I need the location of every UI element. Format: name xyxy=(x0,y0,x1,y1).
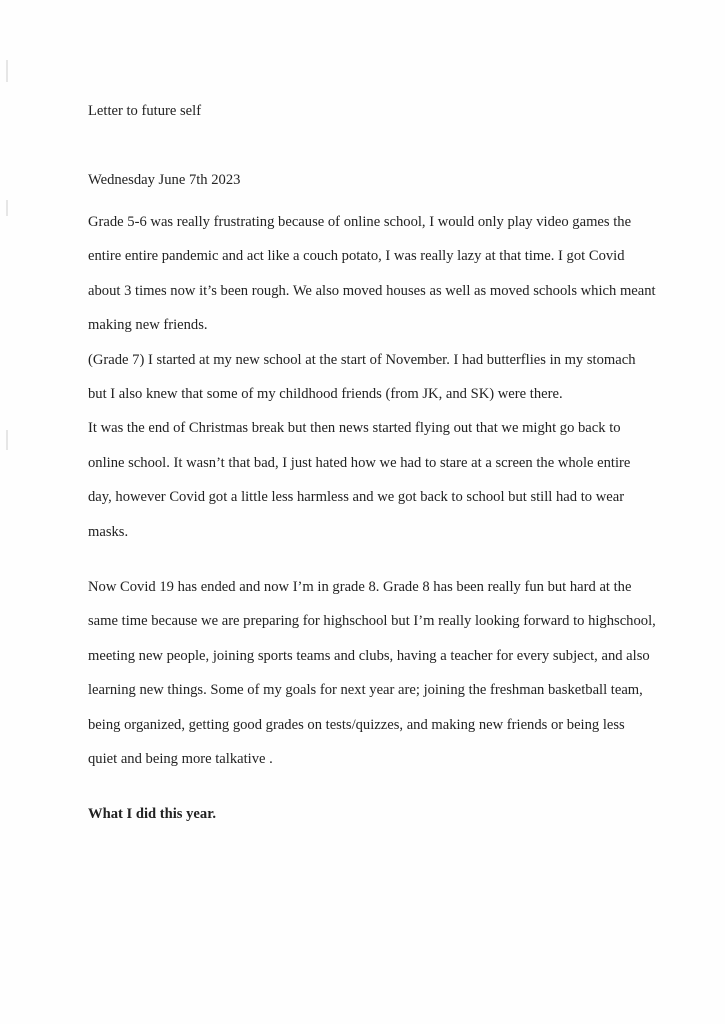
paragraph-line: making new friends. xyxy=(88,317,208,334)
paragraph-line: being organized, getting good grades on tests/quizzes, and making new friends or being less xyxy=(88,716,625,733)
paragraph-line: It was the end of Christmas break but then news started flying out that we might go back to xyxy=(88,420,621,437)
paragraph-line: meeting new people, joining sports teams and clubs, having a teacher for every subject, and also xyxy=(88,647,650,664)
paragraph-line: online school. It wasn’t that bad, I just hated how we had to stare at a screen the whole entire xyxy=(88,454,631,471)
scan-edge-mark xyxy=(6,430,8,450)
paragraph-line: (Grade 7) I started at my new school at the start of November. I had butterflies in my stomach xyxy=(88,351,636,368)
paragraph-line: learning new things. Some of my goals for next year are; joining the freshman basketball team, xyxy=(88,682,643,699)
section-heading: What I did this year. xyxy=(88,806,216,822)
letter-date: Wednesday June 7th 2023 xyxy=(88,172,241,188)
letter-title: Letter to future self xyxy=(88,103,202,119)
paragraph-line: entire entire pandemic and act like a couch potato, I was really lazy at that time. I got Covid xyxy=(88,248,625,265)
paragraph-2 xyxy=(88,570,678,776)
paragraph-line: about 3 times now it’s been rough. We also moved houses as well as moved schools which meant xyxy=(88,282,656,299)
paragraph-line: quiet and being more talkative . xyxy=(88,751,273,768)
paragraph-line: same time because we are preparing for highschool but I’m really looking forward to highschool, xyxy=(88,613,656,630)
paragraph-line: but I also knew that some of my childhood friends (from JK, and SK) were there. xyxy=(88,386,563,403)
paragraph-1 xyxy=(88,205,678,549)
paragraph-line: day, however Covid got a little less harmless and we got back to school but still had to wear xyxy=(88,489,625,506)
paragraph-line: Grade 5-6 was really frustrating because of online school, I would only play video games the xyxy=(88,214,632,230)
scan-edge-mark xyxy=(6,60,8,82)
paragraph-line: Now Covid 19 has ended and now I’m in grade 8. Grade 8 has been really fun but hard at the xyxy=(88,579,632,595)
paragraph-line: masks. xyxy=(88,523,129,540)
scan-edge-mark xyxy=(6,200,8,216)
